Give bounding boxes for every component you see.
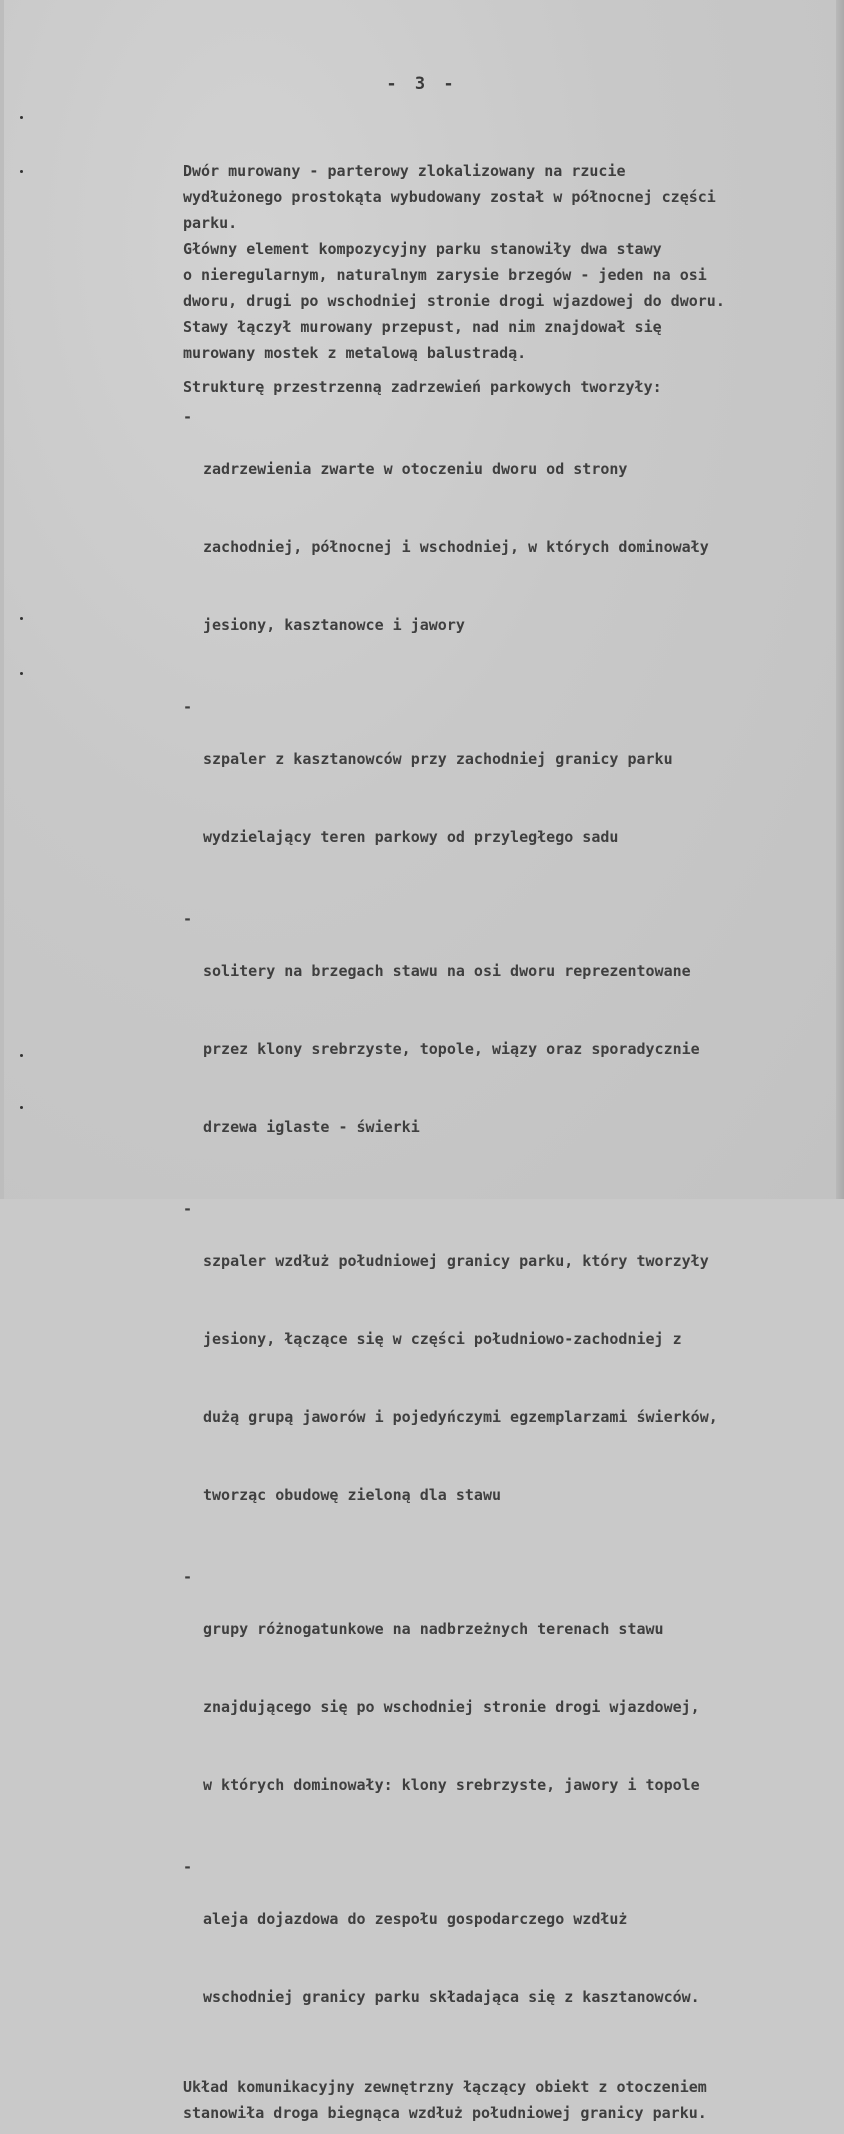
list-item (183, 694, 823, 902)
margin-speck (20, 1054, 23, 1057)
text-line: znajdującego się po wschodniej stronie drogi wjazdowej, (203, 1698, 700, 1716)
text-line: dworu, drugi po wschodniej stronie drogi wjazdowej do dworu. (183, 292, 725, 310)
text-line: wschodniej granicy parku składająca się z kasztanowców. (203, 1988, 700, 2006)
margin-speck (20, 1106, 23, 1109)
text-line: Układ komunikacyjny zewnętrzny łączący obiekt z otoczeniem (183, 2078, 707, 2096)
text-line: o nieregularnym, naturalnym zarysie brzegów - jeden na osi (183, 266, 707, 284)
list-item (183, 404, 823, 690)
text-line: szpaler z kasztanowców przy zachodniej granicy parku (203, 750, 673, 768)
text-line: zadrzewienia zwarte w otoczeniu dworu od strony (203, 460, 628, 478)
bullet-dash: - (183, 1858, 193, 1876)
text-line: jesiony, łączące się w części południowo-zachodniej z (203, 1330, 682, 1348)
text-line: przez klony srebrzyste, topole, wiązy oraz sporadycznie (203, 1040, 700, 1058)
structure-heading: Strukturę przestrzenną zadrzewień parkowych tworzyły: (183, 378, 662, 396)
list-item (183, 1564, 823, 1850)
bullet-dash: - (183, 698, 193, 716)
intro-paragraph (183, 158, 823, 236)
text-line: szpaler wzdłuż południowej granicy parku, który tworzyły (203, 1252, 709, 1270)
document-body (183, 158, 823, 2134)
margin-speck (20, 170, 23, 173)
text-line: wydłużonego prostokąta wybudowany został w północnej części (183, 188, 716, 206)
text-line: wydzielający teren parkowy od przyległego sadu (203, 828, 619, 846)
list-item (183, 906, 823, 1192)
text-line: jesiony, kasztanowce i jawory (203, 616, 465, 634)
text-line: Dwór murowany - parterowy zlokalizowany na rzucie (183, 162, 626, 180)
text-line: aleja dojazdowa do zespołu gospodarczego wzdłuż (203, 1910, 628, 1928)
text-line: parku. (183, 214, 238, 232)
paper-edge-right (836, 0, 844, 1199)
text-line: Główny element kompozycyjny parku stanowiły dwa stawy (183, 240, 662, 258)
margin-speck (20, 672, 23, 675)
text-line: dużą grupą jaworów i pojedyńczymi egzemplarzami świerków, (203, 1408, 718, 1426)
text-line: murowany mostek z metalową balustradą. (183, 344, 527, 362)
margin-speck (20, 617, 23, 620)
text-line: tworząc obudowę zieloną dla stawu (203, 1486, 502, 1504)
list-item (183, 1854, 823, 2062)
bullet-dash: - (183, 408, 193, 426)
text-line: stanowiła droga biegnąca wzdłuż południowej granicy parku. (183, 2104, 707, 2122)
margin-speck (20, 116, 23, 119)
communication-paragraph (183, 2074, 823, 2126)
text-line: w których dominowały: klony srebrzyste, jawory i topole (203, 1776, 700, 1794)
text-line: solitery na brzegach stawu na osi dworu reprezentowane (203, 962, 691, 980)
bullet-dash: - (183, 910, 193, 928)
bullet-dash: - (183, 1200, 193, 1218)
text-line: zachodniej, północnej i wschodniej, w których dominowały (203, 538, 709, 556)
text-line: grupy różnogatunkowe na nadbrzeżnych terenach stawu (203, 1620, 664, 1638)
page-number: - 3 - (386, 74, 458, 94)
composition-paragraph (183, 236, 823, 366)
paper-edge-left (0, 0, 4, 1199)
text-line: Stawy łączył murowany przepust, nad nim znajdował się (183, 318, 662, 336)
text-line: drzewa iglaste - świerki (203, 1118, 420, 1136)
bullet-dash: - (183, 1568, 193, 1586)
list-item (183, 1196, 823, 1560)
